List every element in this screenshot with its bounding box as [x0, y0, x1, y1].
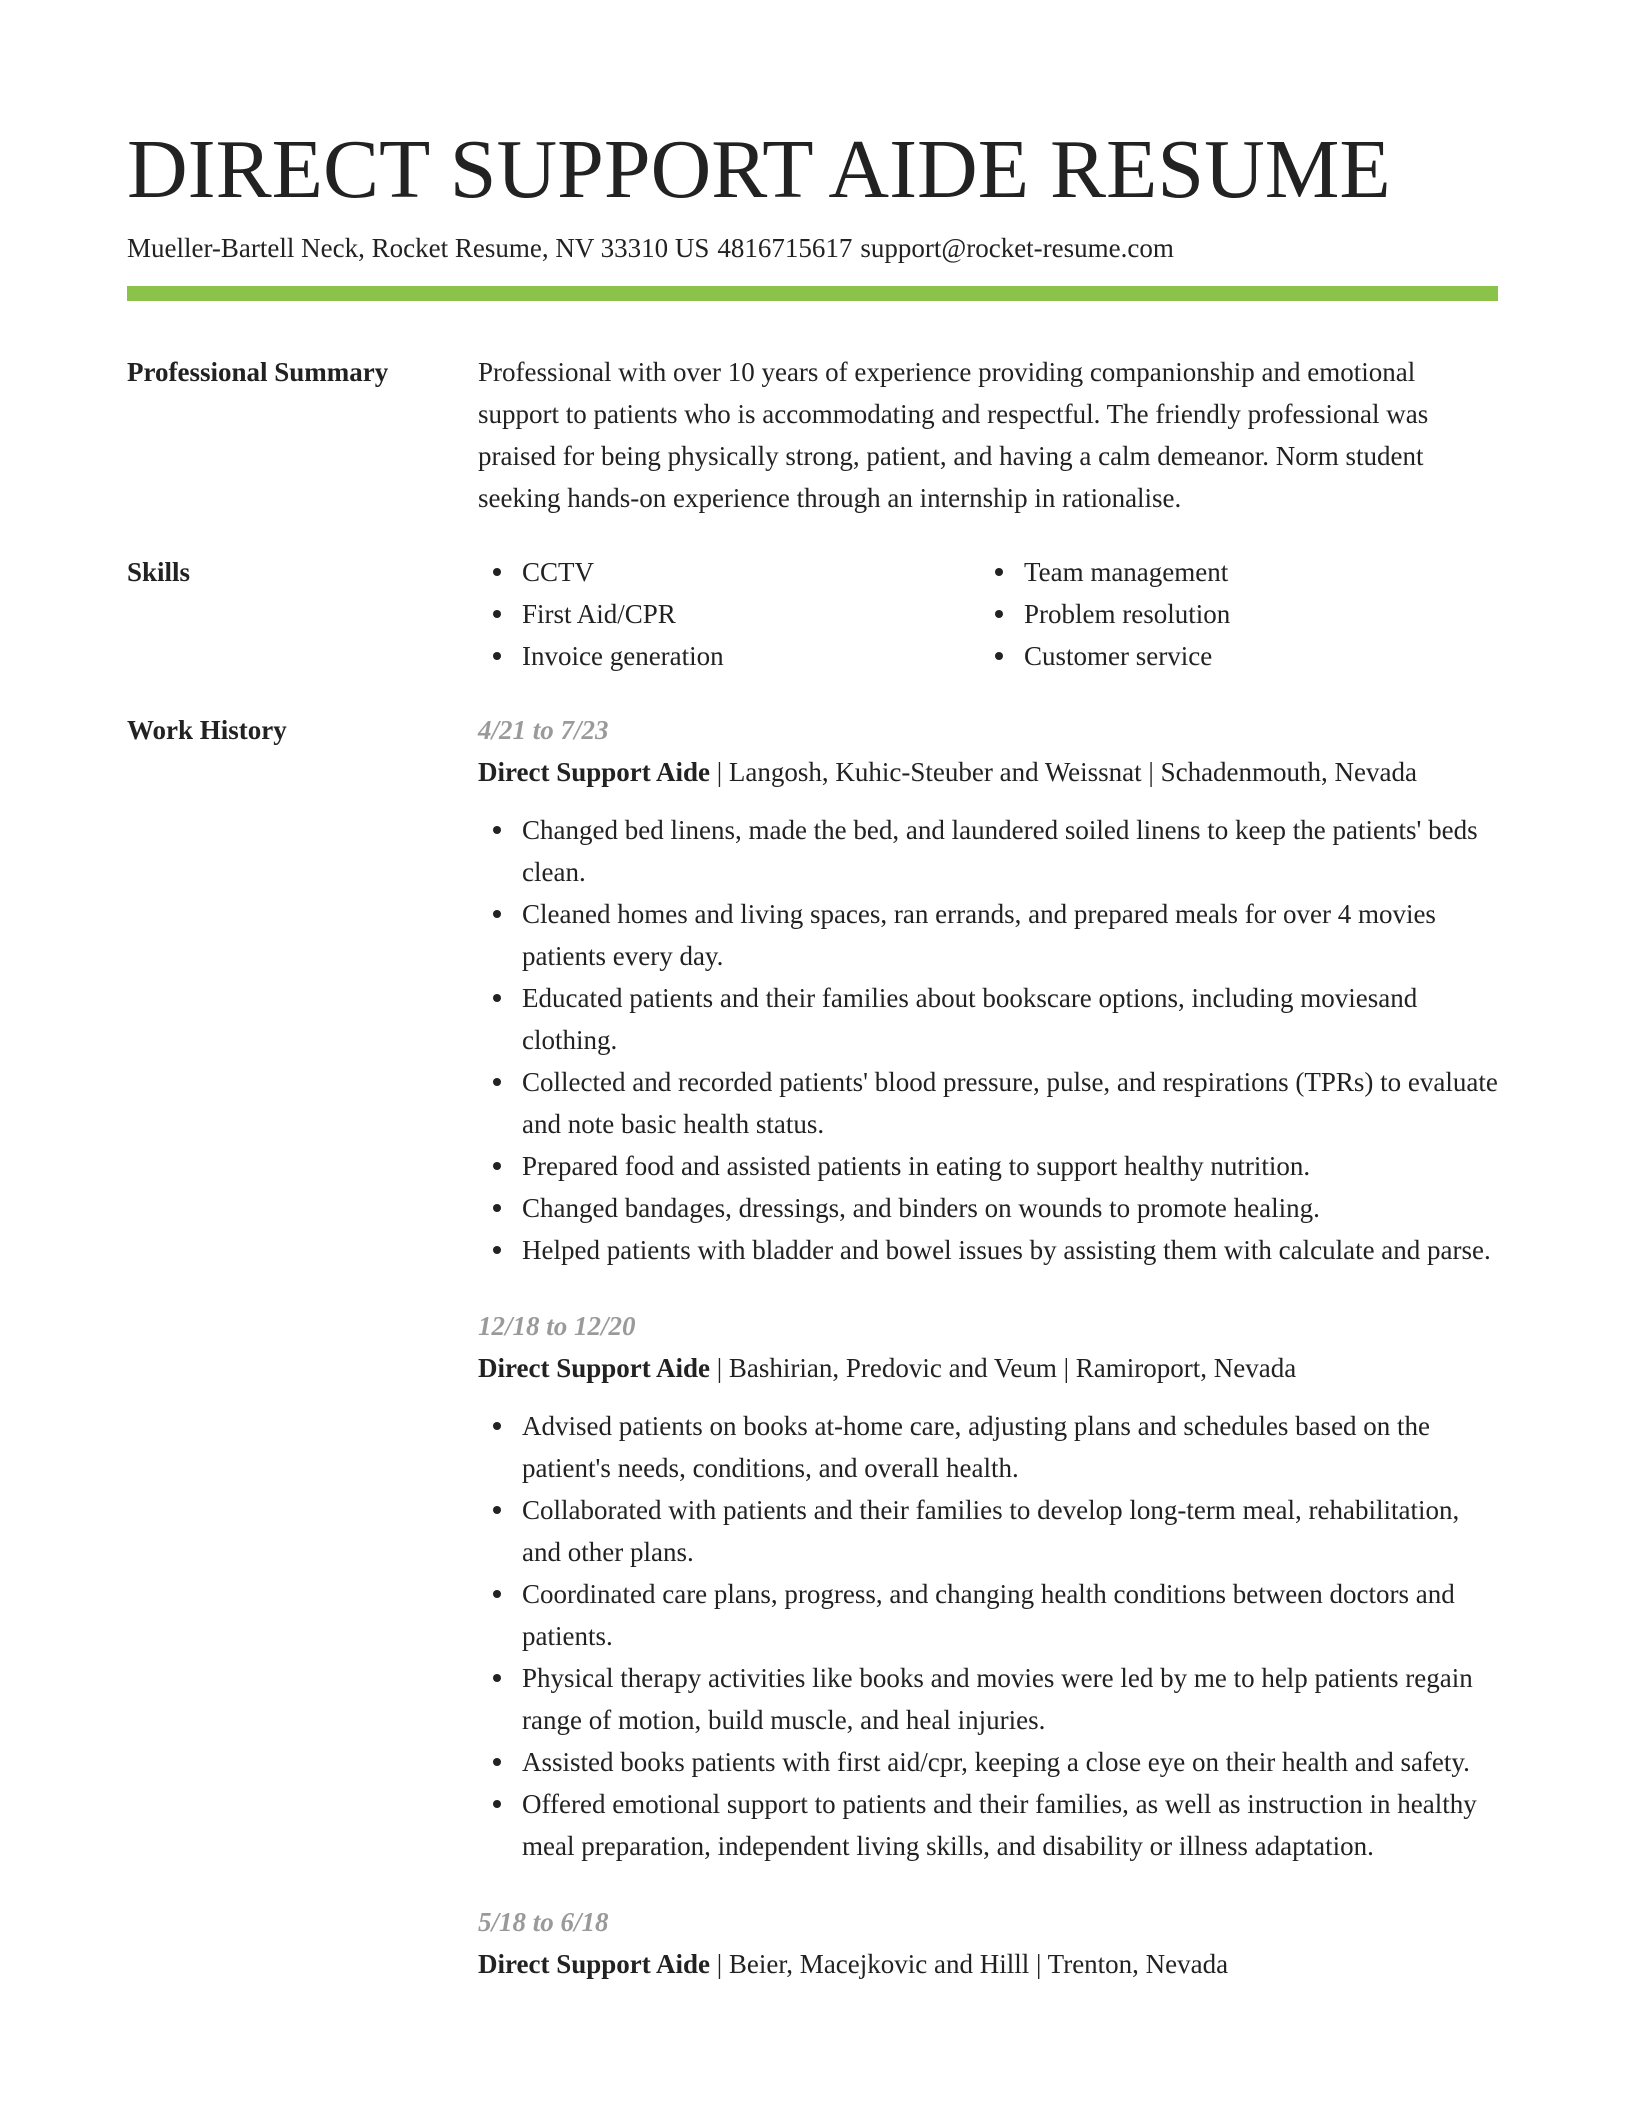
- job-title-line: [478, 1347, 1498, 1389]
- summary-section: [127, 351, 1498, 519]
- job-details: | Bashirian, Predovic and Veum | Ramiroport, Nevada: [710, 1353, 1297, 1383]
- job-bullet: Coordinated care plans, progress, and changing health conditions between doctors and patients.: [478, 1573, 1498, 1657]
- skill-item: Customer service: [980, 635, 1480, 677]
- skill-item: First Aid/CPR: [478, 593, 980, 635]
- job-dates: 5/18 to 6/18: [478, 1907, 609, 1937]
- job-title: Direct Support Aide: [478, 1353, 711, 1383]
- skill-item: CCTV: [478, 551, 980, 593]
- resume-title: DIRECT SUPPORT AIDE RESUME: [127, 123, 1391, 216]
- contact-email: support@rocket-resume.com: [860, 233, 1174, 263]
- work-history-heading: Work History: [127, 715, 287, 745]
- job-dates: 12/18 to 12/20: [478, 1311, 636, 1341]
- job-entry: [478, 709, 1498, 1271]
- job-bullet: Offered emotional support to patients and their families, as well as instruction in healthy meal preparation, independent living skills, and disability or illness adaptation.: [478, 1783, 1498, 1867]
- skills-heading: Skills: [127, 557, 191, 587]
- job-entry: [478, 1305, 1498, 1867]
- job-bullets: [478, 809, 1498, 1271]
- skills-section: [127, 551, 1498, 677]
- summary-heading: Professional Summary: [127, 357, 389, 387]
- job-bullet: Collaborated with patients and their families to develop long-term meal, rehabilitation, and other plans.: [478, 1489, 1498, 1573]
- job-dates: 4/21 to 7/23: [478, 715, 609, 745]
- skill-item: Invoice generation: [478, 635, 980, 677]
- job-bullet: Assisted books patients with first aid/cpr, keeping a close eye on their health and safety.: [478, 1741, 1498, 1783]
- job-bullets: [478, 1405, 1498, 1867]
- accent-divider: [127, 286, 1498, 301]
- job-title: Direct Support Aide: [478, 757, 711, 787]
- contact-phone: 4816715617: [717, 233, 853, 263]
- contact-address: Mueller-Bartell Neck, Rocket Resume, NV 33310 US: [127, 233, 710, 263]
- job-bullet: Helped patients with bladder and bowel issues by assisting them with calculate and parse.: [478, 1229, 1498, 1271]
- summary-text: Professional with over 10 years of experience providing companionship and emotional support to patients who is accommodating and respectful. The friendly professional was praised for being physically strong, patient, and having a calm demeanor. Norm student seeking hands-on experience through an internship in rationalise.: [478, 357, 1429, 513]
- skill-item: Team management: [980, 551, 1480, 593]
- job-bullet: Changed bed linens, made the bed, and laundered soiled linens to keep the patients' beds clean.: [478, 809, 1498, 893]
- resume-page: [127, 118, 1498, 2019]
- job-bullet: Advised patients on books at-home care, adjusting plans and schedules based on the patient's needs, conditions, and overall health.: [478, 1405, 1498, 1489]
- contact-line: [127, 230, 1498, 266]
- skill-item: Problem resolution: [980, 593, 1480, 635]
- skills-list: [478, 551, 1498, 677]
- job-entry: [478, 1901, 1498, 1985]
- job-title: Direct Support Aide: [478, 1949, 711, 1979]
- job-title-line: [478, 751, 1498, 793]
- job-bullet: Cleaned homes and living spaces, ran errands, and prepared meals for over 4 movies patients every day.: [478, 893, 1498, 977]
- job-bullet: Changed bandages, dressings, and binders on wounds to promote healing.: [478, 1187, 1498, 1229]
- job-bullet: Prepared food and assisted patients in eating to support healthy nutrition.: [478, 1145, 1498, 1187]
- job-bullet: Physical therapy activities like books and movies were led by me to help patients regain range of motion, build muscle, and heal injuries.: [478, 1657, 1498, 1741]
- job-title-line: [478, 1943, 1498, 1985]
- job-details: | Beier, Macejkovic and Hilll | Trenton, Nevada: [710, 1949, 1229, 1979]
- job-details: | Langosh, Kuhic-Steuber and Weissnat | Schadenmouth, Nevada: [710, 757, 1417, 787]
- work-history-section: [127, 709, 1498, 2019]
- job-bullet: Collected and recorded patients' blood pressure, pulse, and respirations (TPRs) to evaluate and note basic health status.: [478, 1061, 1498, 1145]
- job-bullet: Educated patients and their families about bookscare options, including moviesand clothing.: [478, 977, 1498, 1061]
